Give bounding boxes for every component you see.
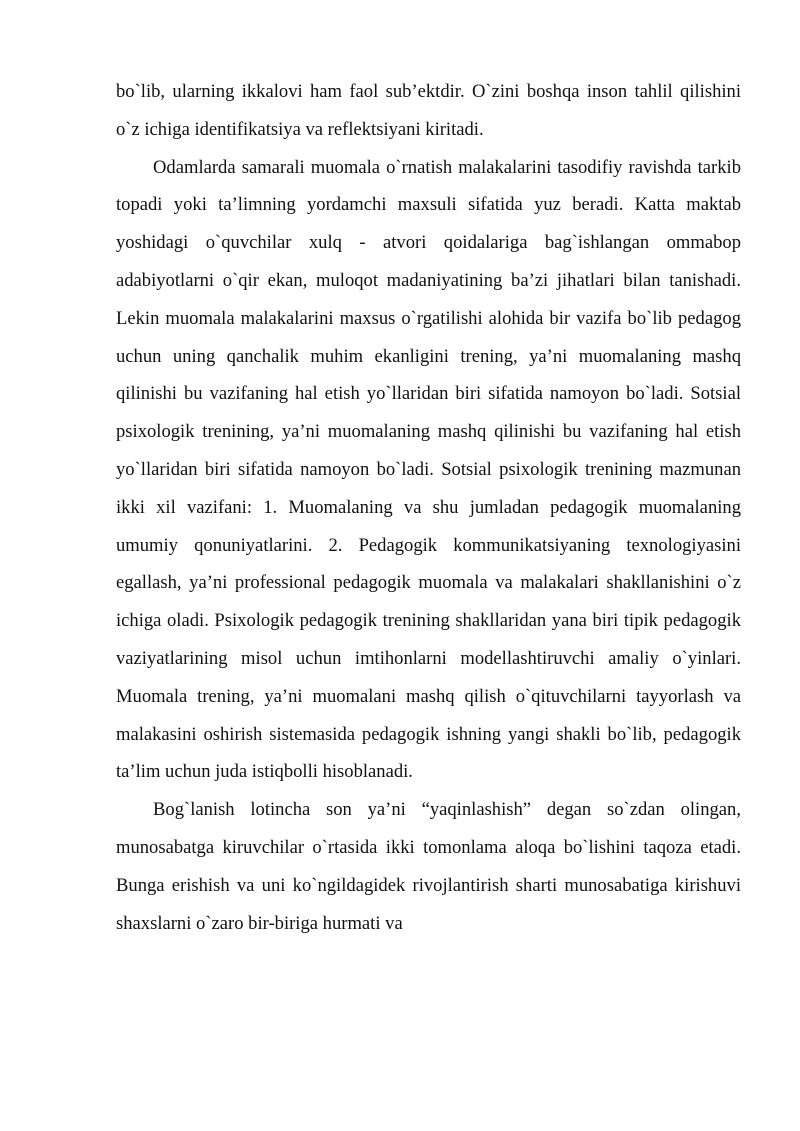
paragraph-continuation: bo`lib, ularning ikkalovi ham faol sub’ektdir. O`zini boshqa inson tahlil qilishini o`z ichiga identifikatsiya va reflektsiyani kiritadi. (116, 81, 741, 140)
document-page (116, 73, 741, 942)
paragraph-communication-skills: Odamlarda samarali muomala o`rnatish malakalarini tasodifiy ravishda tarkib topadi yoki ta’limning yordamchi maxsuli sifatida yuz beradi. Katta maktab yoshidagi o`quvchilar xulq - atvori qoidalariga bag`ishlangan ommabop adabiyotlarni o`qir ekan, muloqot madaniyatining ba’zi jihatlari bilan tanishadi. Lekin muomala malakalarini maxsus o`rgatilishi alohida bir vazifa bo`lib pedagog uchun uning qanchalik muhim ekanligini trening, ya’ni muomalaning mashq qilinishi bu vazifaning hal etish yo`llaridan biri sifatida namoyon bo`ladi. Sotsial psixologik trenining, ya’ni muomalaning mashq qilinishi bu vazifaning hal etish yo`llaridan biri sifatida namoyon bo`ladi. Sotsial psixologik trenining mazmunan ikki xil vazifani: 1. Muomalaning va shu jumladan pedagogik muomalaning umumiy qonuniyatlarini. 2. Pedagogik kommunikatsiyaning texnologiyasini egallash, ya’ni professional pedagogik muomala va malakalari shakllanishini o`z ichiga oladi. Psixologik pedagogik trenining shakllaridan yana biri tipik pedagogik vaziyatlarining misol uchun imtihonlarni modellashtiruvchi amaliy o`yinlari. Muomala trening, ya’ni muomalani mashq qilish o`qituvchilarni tayyorlash va malakasini oshirish sistemasida pedagogik ishning yangi shakli bo`lib, pedagogik ta’lim uchun juda istiqbolli hisoblanadi. (116, 156, 741, 783)
paragraph-connection: Bog`lanish lotincha son ya’ni “yaqinlashish” degan so`zdan olingan, munosabatga kiruvchilar o`rtasida ikki tomonlama aloqa bo`lishini taqoza etadi. Bunga erishish va uni ko`ngildagidek rivojlantirish sharti munosabatiga kirishuvi shaxslarni o`zaro bir-biriga hurmati va (116, 799, 741, 934)
